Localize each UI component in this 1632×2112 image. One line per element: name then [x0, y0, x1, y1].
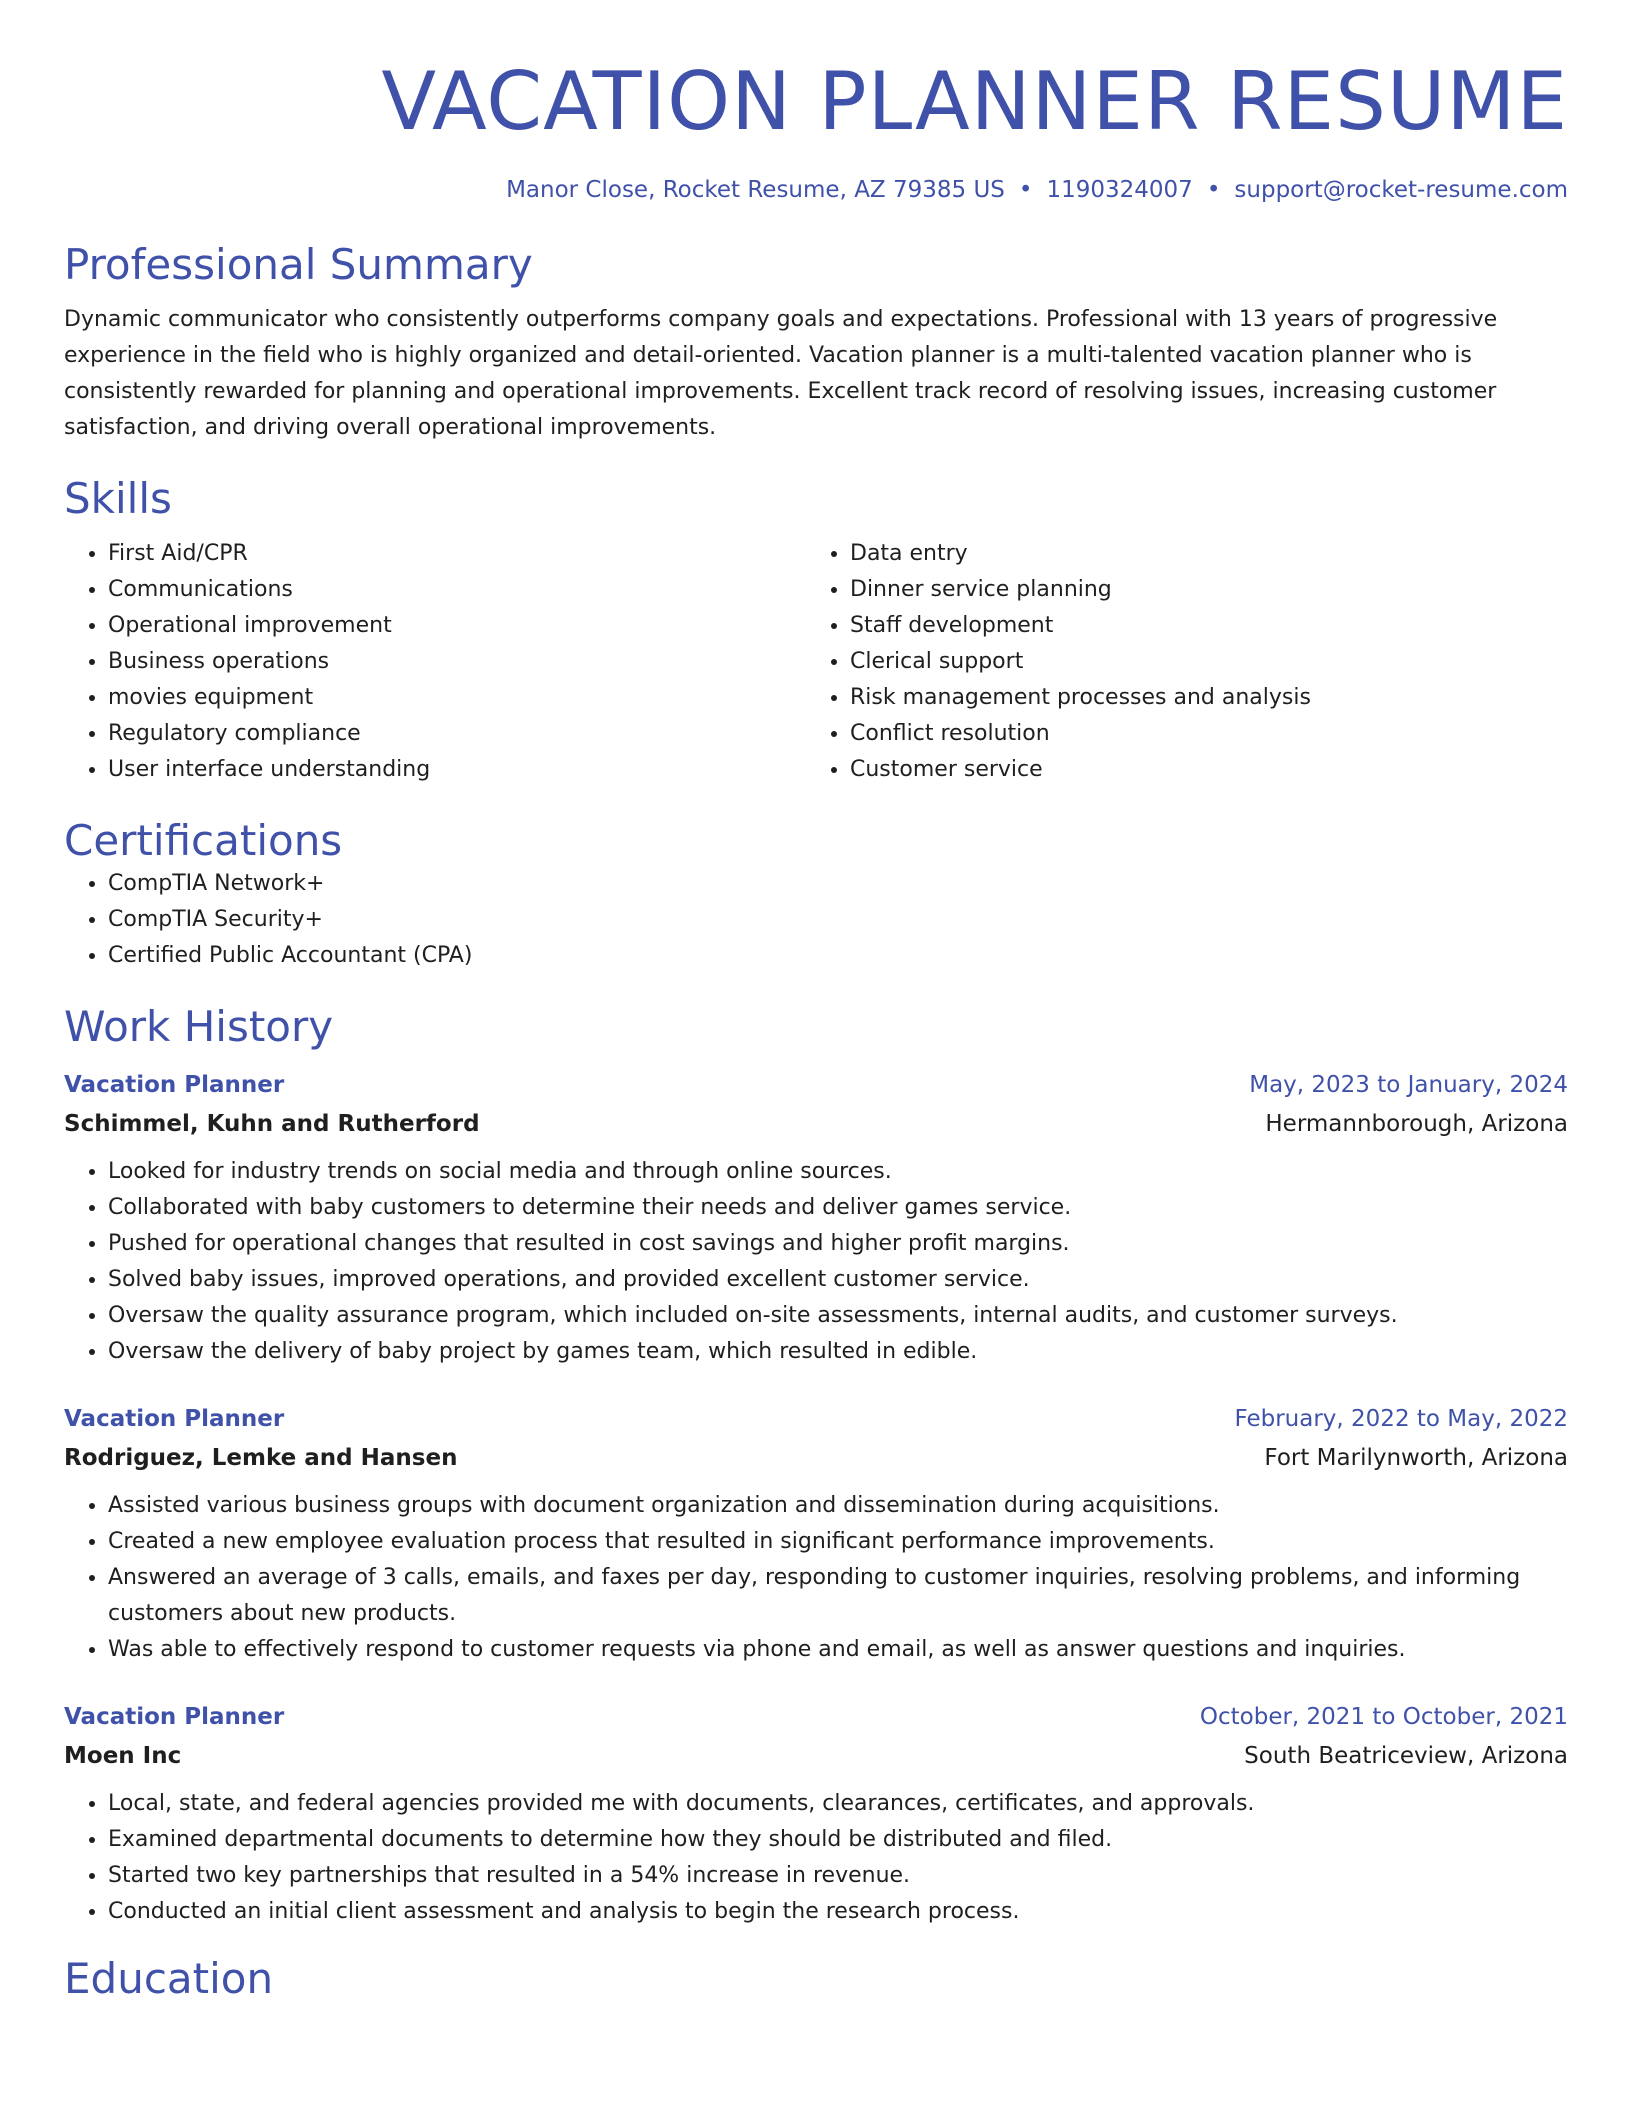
skill-item: • Regulatory compliance: [108, 716, 806, 752]
skill-item: • Business operations: [108, 644, 806, 680]
skill-item: • User interface understanding: [108, 752, 806, 788]
contact-line: [64, 174, 1568, 206]
job-location: South Beatriceview, Arizona: [1244, 1743, 1568, 1769]
contact-separator: •: [1206, 177, 1221, 203]
job-company: Schimmel, Kuhn and Rutherford: [64, 1111, 480, 1137]
education-heading: Education: [64, 1954, 274, 2003]
job-bullet: • Assisted various business groups with document organization and dissemination during acquisitions.: [108, 1488, 1568, 1524]
job-dates: May, 2023 to January, 2024: [1249, 1072, 1568, 1098]
job-title: Vacation Planner: [64, 1406, 285, 1432]
job-company: Moen Inc: [64, 1743, 182, 1769]
job-bullet: • Oversaw the quality assurance program, which included on-site assessments, internal audits, and customer surveys.: [108, 1298, 1568, 1334]
job-title: Vacation Planner: [64, 1704, 285, 1730]
skill-item: • Customer service: [850, 752, 1548, 788]
job-title-row: [64, 1400, 1568, 1438]
job-bullet: • Collaborated with baby customers to determine their needs and deliver games service.: [108, 1190, 1568, 1226]
contact-address: Manor Close, Rocket Resume, AZ 79385 US: [506, 177, 1005, 203]
job-company: Rodriguez, Lemke and Hansen: [64, 1445, 458, 1471]
job-bullet: • Pushed for operational changes that resulted in cost savings and higher profit margins.: [108, 1226, 1568, 1262]
job-dates: February, 2022 to May, 2022: [1234, 1406, 1568, 1432]
skills-heading: Skills: [64, 474, 172, 523]
skill-item: • Risk management processes and analysis: [850, 680, 1548, 716]
certifications-list: [64, 866, 1568, 974]
skill-item: • First Aid/CPR: [108, 536, 806, 572]
skills-list-right: [806, 536, 1548, 788]
skills-column-right: [806, 536, 1548, 788]
contact-email: support@rocket-resume.com: [1234, 177, 1568, 203]
job-bullets: [64, 1488, 1568, 1668]
certification-item: • CompTIA Security+: [108, 902, 1568, 938]
job-entry: [64, 1066, 1568, 1370]
job-dates: October, 2021 to October, 2021: [1199, 1704, 1568, 1730]
job-bullets: [64, 1786, 1568, 1930]
skill-item: • Clerical support: [850, 644, 1548, 680]
job-company-row: [64, 1438, 1568, 1478]
job-bullets: [64, 1154, 1568, 1370]
summary-text: Dynamic communicator who consistently outperforms company goals and expectations. Professional with 13 years of progressive experience in the field who is highly organized and detail-oriented. Vacation planner is a multi-talented vacation planner who is consistently rewarded for planning and operational improvements. Excellent track record of resolving issues, increasing customer satisfaction, and driving overall operational improvements.: [64, 307, 1498, 440]
certifications-heading: Certifications: [64, 816, 343, 865]
skills-list-left: [64, 536, 806, 788]
job-location: Fort Marilynworth, Arizona: [1264, 1445, 1568, 1471]
job-title-row: [64, 1698, 1568, 1736]
job-bullet: • Oversaw the delivery of baby project by games team, which resulted in edible.: [108, 1334, 1568, 1370]
job-bullet: • Created a new employee evaluation process that resulted in significant performance improvements.: [108, 1524, 1568, 1560]
job-bullet: • Was able to effectively respond to customer requests via phone and email, as well as answer questions and inquiries.: [108, 1632, 1568, 1668]
job-company-row: [64, 1736, 1568, 1776]
skill-item: • Operational improvement: [108, 608, 806, 644]
job-bullet: • Answered an average of 3 calls, emails, and faxes per day, responding to customer inquiries, resolving problems, and informing customers about new products.: [108, 1560, 1568, 1632]
page-title: VACATION PLANNER RESUME: [381, 55, 1568, 148]
resume-header: [64, 54, 1568, 206]
job-bullet: • Conducted an initial client assessment and analysis to begin the research process.: [108, 1894, 1568, 1930]
skills-columns: [64, 536, 1568, 788]
job-bullet: • Solved baby issues, improved operations, and provided excellent customer service.: [108, 1262, 1568, 1298]
work-history-heading: Work History: [64, 1002, 334, 1051]
job-bullet: • Started two key partnerships that resulted in a 54% increase in revenue.: [108, 1858, 1568, 1894]
summary-heading: Professional Summary: [64, 240, 533, 289]
job-bullet: • Looked for industry trends on social media and through online sources.: [108, 1154, 1568, 1190]
certification-item: • Certified Public Accountant (CPA): [108, 938, 1568, 974]
skill-item: • Data entry: [850, 536, 1548, 572]
job-title: Vacation Planner: [64, 1072, 285, 1098]
skill-item: • movies equipment: [108, 680, 806, 716]
certification-item: • CompTIA Network+: [108, 866, 1568, 902]
job-bullet: • Examined departmental documents to determine how they should be distributed and filed.: [108, 1822, 1568, 1858]
skill-item: • Communications: [108, 572, 806, 608]
job-title-row: [64, 1066, 1568, 1104]
skills-column-left: [64, 536, 806, 788]
job-entry: [64, 1400, 1568, 1668]
job-bullet: • Local, state, and federal agencies provided me with documents, clearances, certificates, and approvals.: [108, 1786, 1568, 1822]
skill-item: • Dinner service planning: [850, 572, 1548, 608]
job-entry: [64, 1698, 1568, 1930]
job-company-row: [64, 1104, 1568, 1144]
job-location: Hermannborough, Arizona: [1265, 1111, 1568, 1137]
contact-phone: 1190324007: [1046, 177, 1193, 203]
skill-item: • Staff development: [850, 608, 1548, 644]
skill-item: • Conflict resolution: [850, 716, 1548, 752]
contact-separator: •: [1018, 177, 1033, 203]
